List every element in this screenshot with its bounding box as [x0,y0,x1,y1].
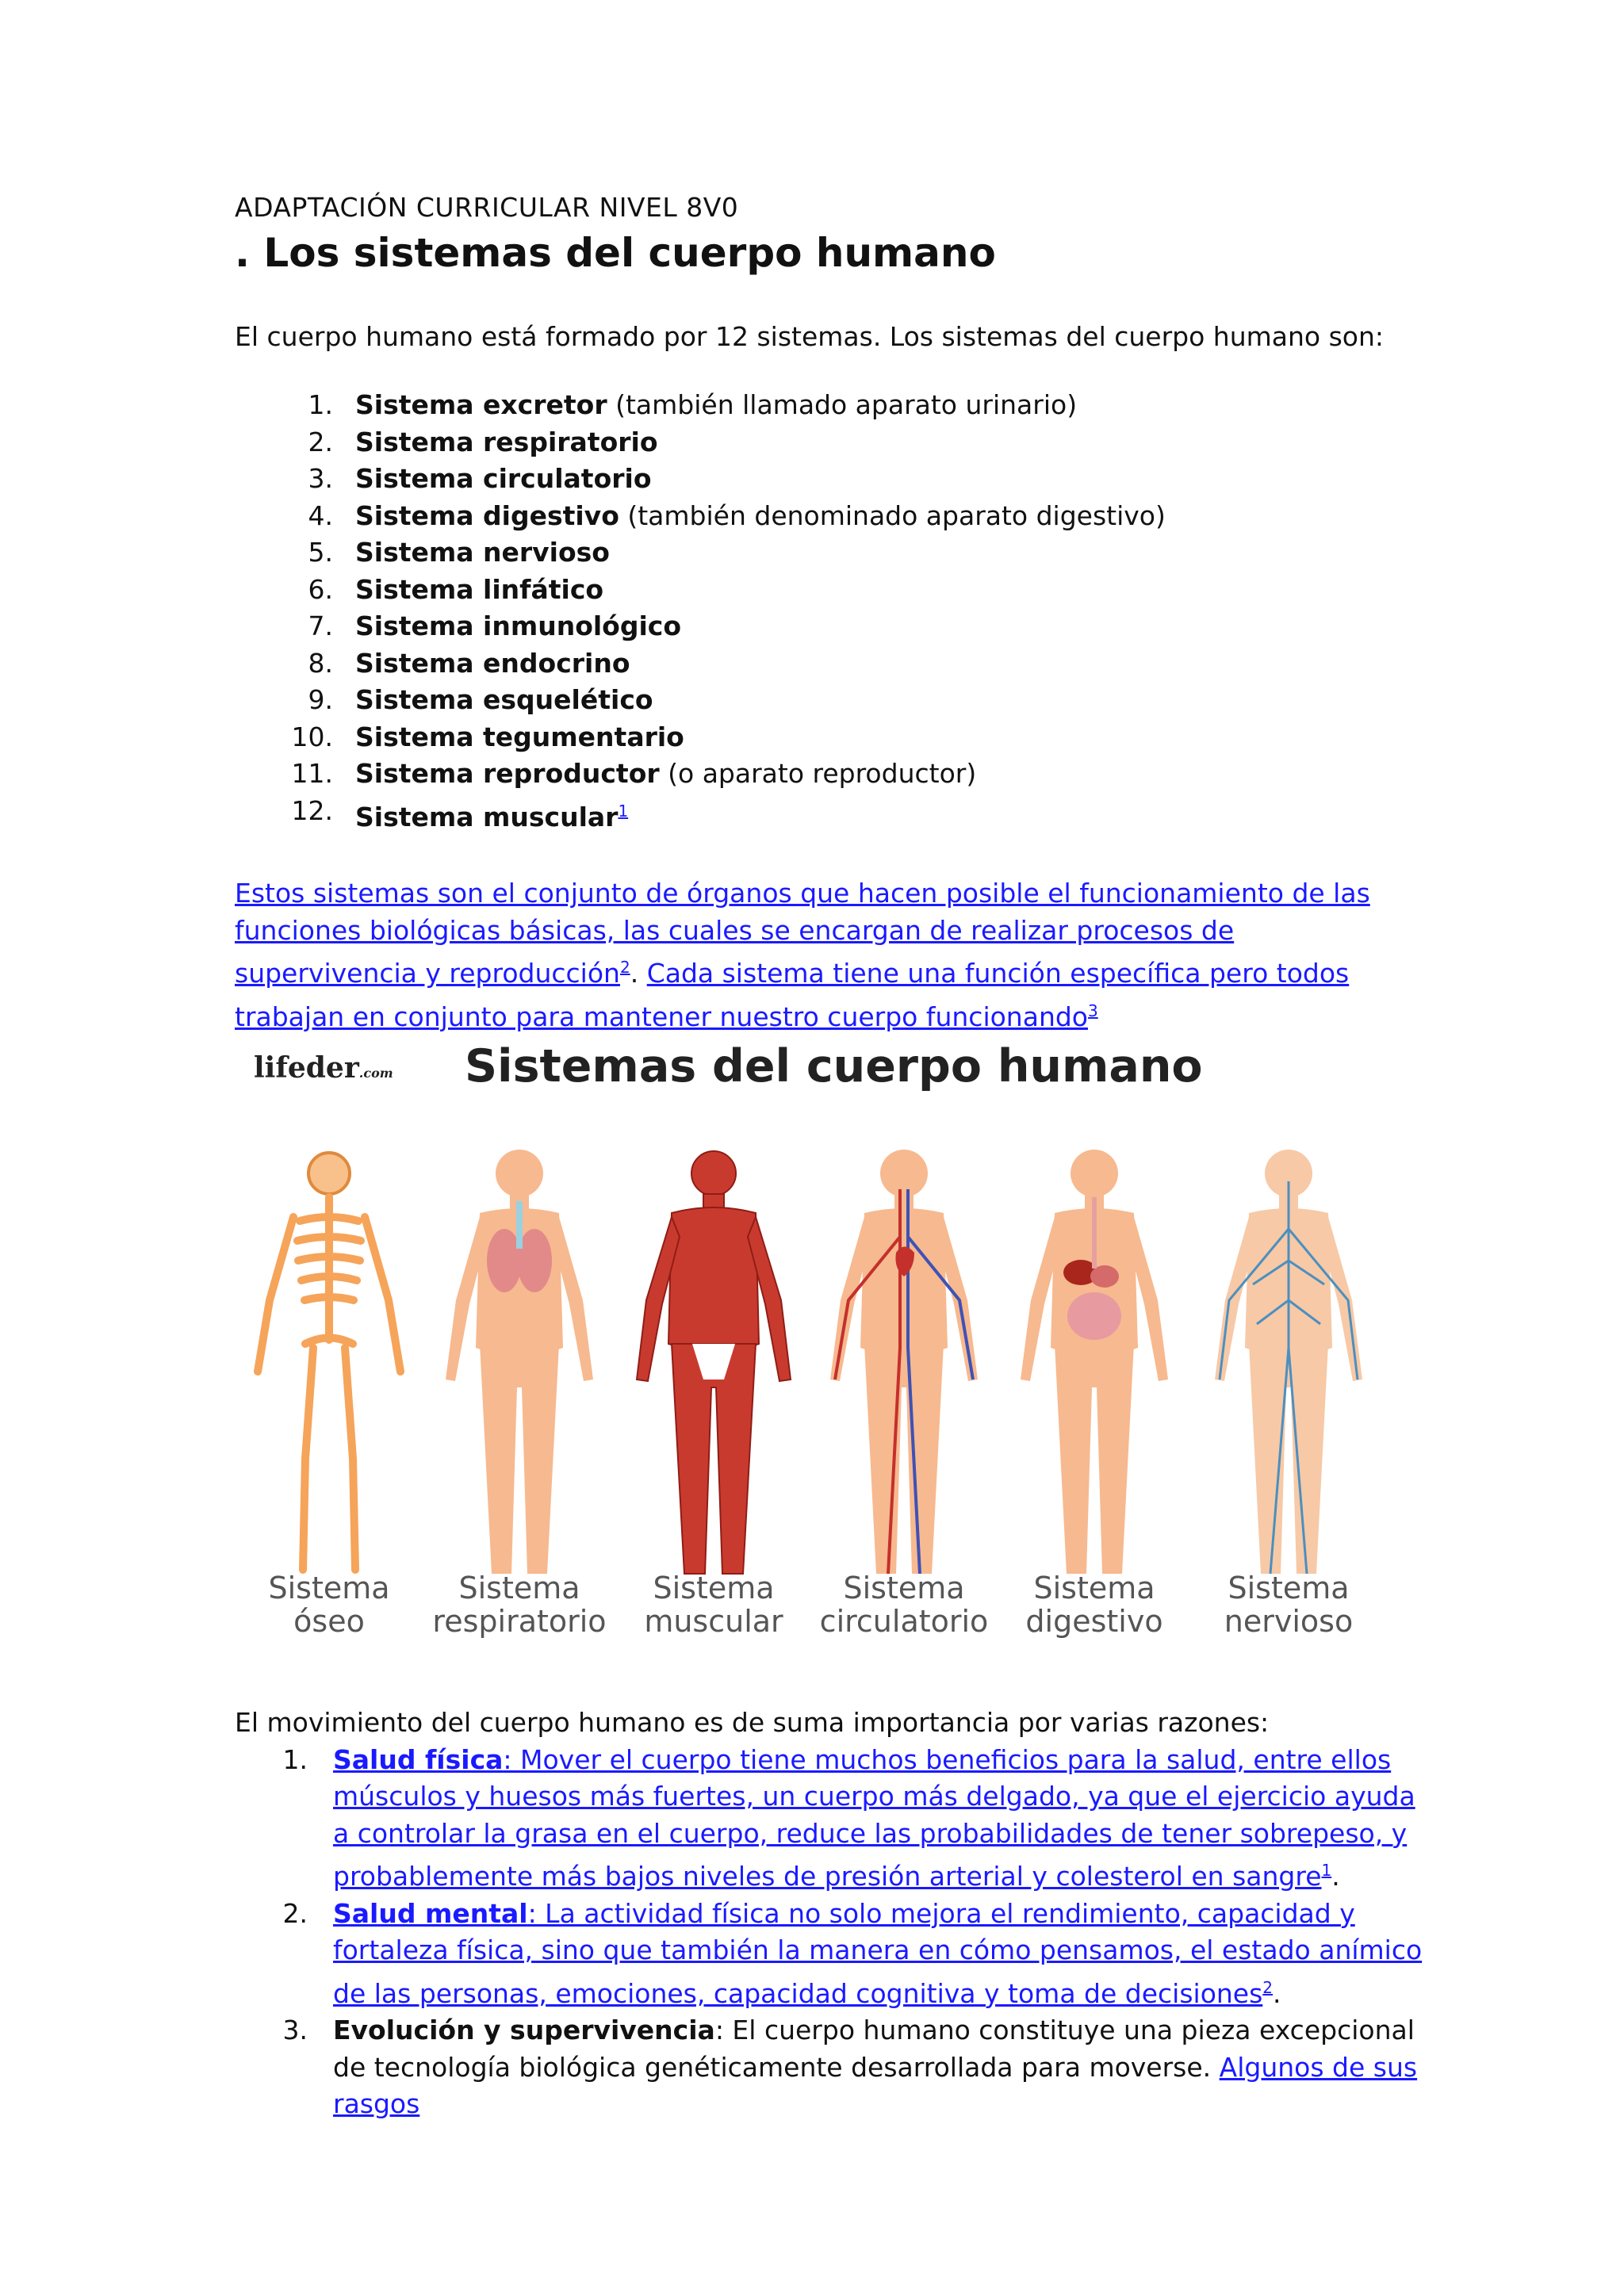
lifeder-logo: lifeder.com [254,1051,393,1085]
list-item: 5. Sistema nervioso [308,537,610,568]
list-item: 2. Sistema respiratorio [308,426,658,457]
movement-lead: El movimiento del cuerpo humano es de suma importancia por varias razones: [235,1707,1270,1738]
list-item: 3. Evolución y supervivencia: El cuerpo humano constituye una pieza excepcional de tecnología biológica genéticamente desarrollada para moverse. Algunos de sus rasgos [282,2015,1418,2119]
reason-text-link-2[interactable]: : La actividad física no solo mejora el rendimiento, capacidad y fortaleza física, sino que también la manera en cómo pensamos, el estado anímico de las personas, emociones, capacidad cognitiva y toma de decisiones [333,1897,1423,2009]
label-oseo: Sistema óseo [268,1571,390,1639]
label-circulatorio: Sistema circulatorio [819,1571,989,1639]
list-item: 1. Salud física: Mover el cuerpo tiene muchos beneficios para la salud, entre ellos músculos y huesos más fuertes, un cuerpo más delgado, ya que el ejercicio ayuda a controlar la grasa en el cuerpo, reduce las probabilidades de tener sobrepeso, y probablemente más bajos niveles de presión arterial y colesterol en sangre$^1$. [282,1743,1415,1892]
label-digestivo: Sistema digestivo [1025,1571,1163,1639]
document-kicker: ADAPTACIÓN CURRICULAR NIVEL 8V0 [235,192,739,223]
summary-link-1[interactable]: Estos sistemas son el conjunto de órganos que hacen posible el funcionamiento de las funciones biológicas básicas, las cuales se encargan de realizar procesos de supervivencia y reproducción [235,878,1370,989]
muscular-figure [622,1142,805,1586]
list-item: 1. Sistema excretor (también llamado aparato urinario) [308,389,1078,420]
list-item: 8. Sistema endocrino [308,647,630,679]
list-item: 9. Sistema esquelético [308,684,653,715]
summary-link-2[interactable]: Cada sistema tiene una función específica pero todos trabajan en conjunto para mantener nuestro cuerpo funcionando [235,958,1350,1032]
digestive-figure [1003,1142,1185,1586]
list-item: 11. Sistema reproductor (o aparato reproductor) [291,758,977,789]
document-content [235,190,1424,1035]
reasons-list [235,1742,1424,2123]
list-item: 10. Sistema tegumentario [291,721,684,752]
footnote-link-3[interactable]: 3 [1088,1001,1098,1020]
skeleton-figure [238,1142,420,1586]
nervous-figure [1197,1142,1380,1586]
footnote-link-2[interactable]: 2 [619,958,630,977]
label-respiratorio: Sistema respiratorio [432,1571,607,1639]
footnote-link-1[interactable]: 1 [618,801,629,821]
circulatory-figure [813,1142,995,1586]
document-title: . Los sistemas del cuerpo humano [235,230,996,276]
list-item: 6. Sistema linfático [308,573,604,605]
systems-infographic [238,1031,1396,1657]
intro-paragraph: El cuerpo humano está formado por 12 sistemas. Los sistemas del cuerpo humano son: [235,321,1385,352]
systems-list [235,387,1424,836]
reason-link-salud-mental[interactable]: Salud mental [333,1897,528,1929]
infographic-title: Sistemas del cuerpo humano [465,1040,1203,1093]
label-muscular: Sistema muscular [644,1571,783,1639]
footnote-link[interactable]: 2 [1262,1977,1274,1997]
list-item: 3. Sistema circulatorio [308,463,652,494]
label-nervioso: Sistema nervioso [1224,1571,1354,1639]
reason-tail-link[interactable]: Algunos de sus rasgos [333,2051,1418,2119]
list-item: 2. Salud mental: La actividad física no solo mejora el rendimiento, capacidad y fortaleza física, sino que también la manera en cómo pensamos, el estado anímico de las personas, emociones, capacidad cognitiva y toma de decisiones$^2$. [282,1897,1423,2009]
movement-section [235,1705,1424,2123]
summary-paragraph: Estos sistemas son el conjunto de órganos que hacen posible el funcionamiento de las funciones biológicas básicas, las cuales se encargan de realizar procesos de supervivencia y reproducción$^2$. Cada sistema tiene una función específica pero todos trabajan en conjunto para mantener nuestro cuerpo funcionando$^3$ [235,878,1370,1032]
respiratory-figure [428,1142,611,1586]
list-item: 12. Sistema muscular$^1$ [291,794,629,832]
reason-link-salud-fisica[interactable]: Salud física [333,1743,504,1775]
list-item: 7. Sistema inmunológico [308,610,682,641]
reason-text-link-1[interactable]: : Mover el cuerpo tiene muchos beneficios para la salud, entre ellos músculos y huesos más fuertes, un cuerpo más delgado, ya que el ejercicio ayuda a controlar la grasa en el cuerpo, reduce las probabilidades de tener sobrepeso, y probablemente más bajos niveles de presión arterial y colesterol en sangre [333,1743,1415,1892]
footnote-link[interactable]: 1 [1321,1861,1332,1880]
list-item: 4. Sistema digestivo (también denominado aparato digestivo) [308,499,1166,531]
